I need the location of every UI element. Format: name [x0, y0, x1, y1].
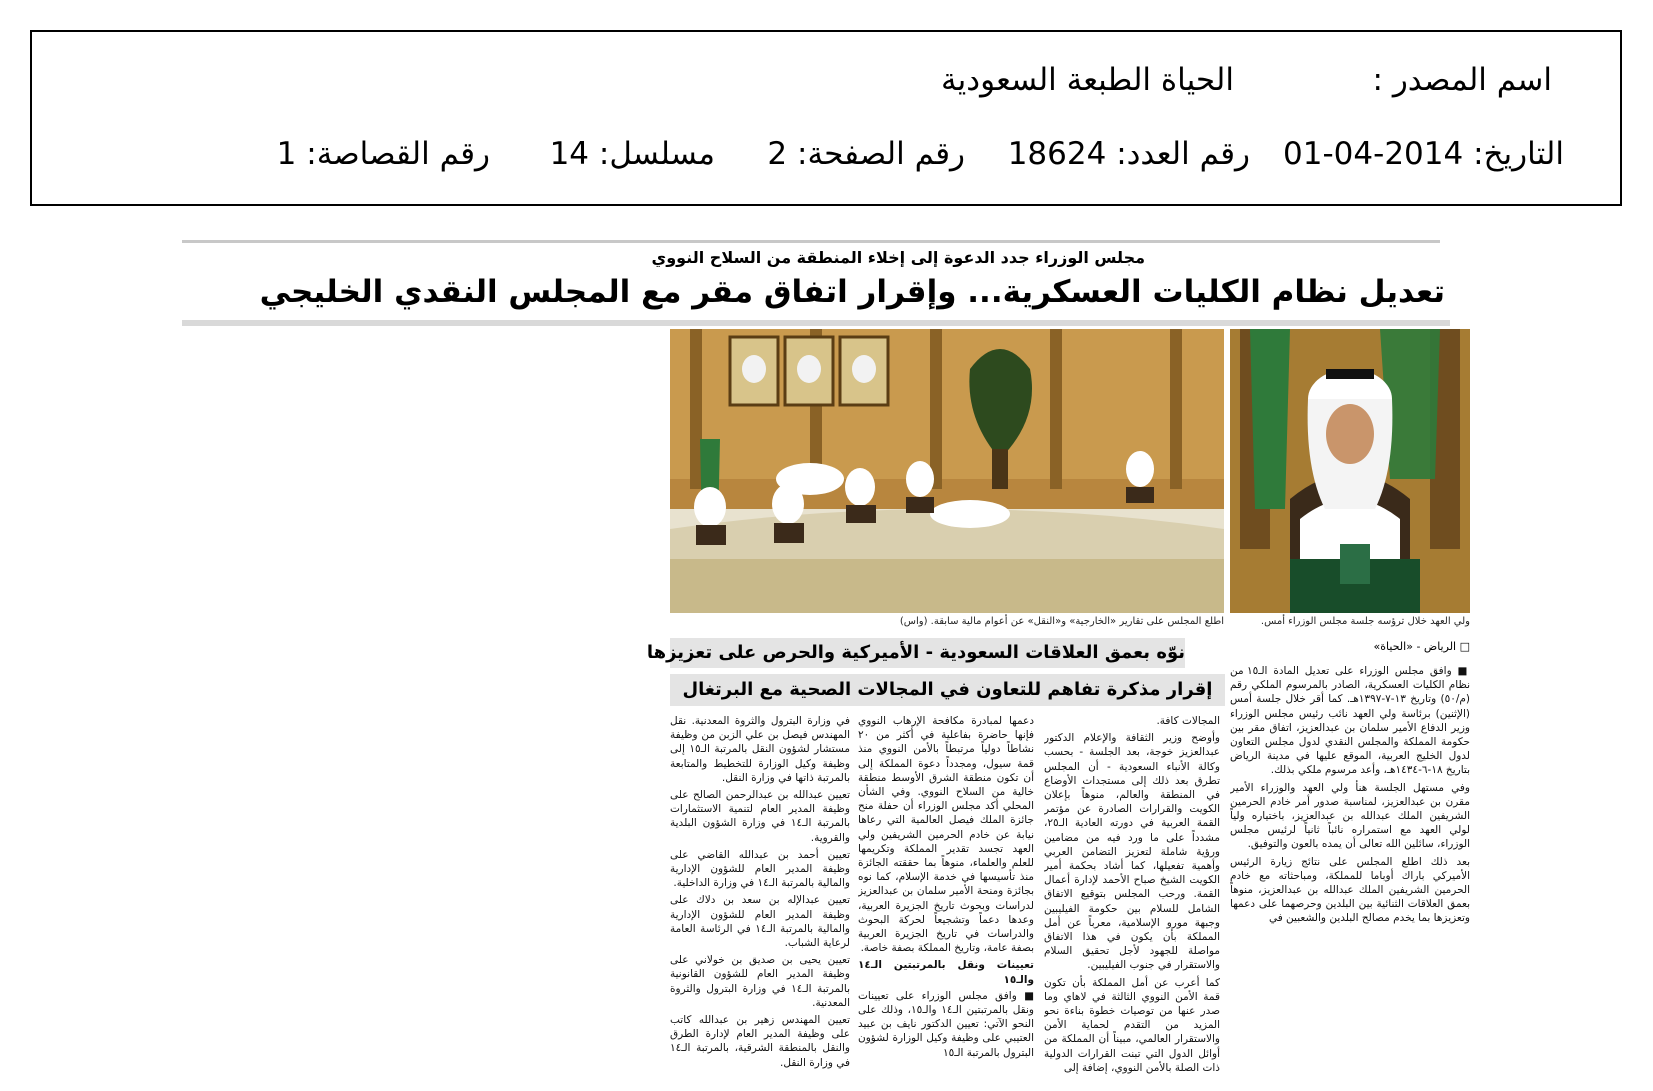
- paragraph: تعيين يحيى بن صديق بن خولاني على وظيفة المدير العام للشؤون القانونية بالمرتبة الـ١٤ في وزارة البترول والثروة المعدنية.: [670, 954, 850, 1009]
- paragraph: تعيين عبدالله بن عبدالرحمن الصالح على وظيفة المدير العام لتنمية الاستثمارات بالمرتبة الـ١٤ في وزارة الشؤون البلدية والقروية.: [670, 789, 850, 844]
- source-label: اسم المصدر :: [1372, 62, 1552, 98]
- article-column-1: [1230, 664, 1470, 1079]
- paragraph: ■ وافق مجلس الوزراء على تعيينات ونقل بالمرتبتين الـ١٤ والـ١٥، وذلك على النحو الآتي: تعيين الدكتور نايف بن عبيد العتيبي على وظيفة وكيل الوزارة لشؤون البترول بالمرتبة الـ١٥: [858, 989, 1034, 1059]
- paragraph: تعيين عبدالإله بن سعد بن دلاك على وظيفة المدير العام للشؤون الإدارية والمالية بالمرتبة الـ١٤ في الرئاسة العامة لرعاية الشباب.: [670, 894, 850, 950]
- crown-prince-caption: ولي العهد خلال ترؤسه جلسة مجلس الوزراء أمس.: [1260, 616, 1470, 627]
- paragraph: بعد ذلك اطلع المجلس على نتائج زيارة الرئيس الأميركي باراك أوباما للمملكة، ومباحثاته مع خادم الحرمين الشريفين الملك عبدالله بن عبدالعزيز، منوهاً بعمق العلاقات الثنائية بين البلدين وحرصهما على دعمها وتعزيزها بما يخدم مصالح البلدين والشعبين في: [1230, 855, 1470, 925]
- cabinet-session-illustration: [670, 329, 1224, 613]
- paragraph: وأوضح وزير الثقافة والإعلام الدكتور عبدالعزيز خوجة، بعد الجلسة - بحسب وكالة الأنباء السعودية - أن المجلس تطرق بعد ذلك إلى مستجدات الأوضاع في المنطقة والعالم، منوهاً بإعلان الكويت والقرارات الصادرة عن مؤتمر القمة العربية في دورته العادية الـ٢٥، مشدداً على ما ورد فيه من مضامين ورؤية شاملة لتعزيز التضامن العربي وأهمية تفعيلها، كما أشاد بحكمة أمير الكويت الشيخ صباح الأحمد لإدارة أعمال القمة. ورحب المجلس بتوقيع الاتفاق الشامل للسلام بين حكومة الفيليبين وجبهة مورو الإسلامية، معرباً عن أمل المملكة بأن يكون في هذا الاتفاق مواصلة للجهود لأجل تحقيق السلام والاستقرار في جنوب الفيليبين.: [1044, 732, 1220, 972]
- date-field: [1283, 132, 1564, 176]
- clip-label: رقم القصاصة:: [306, 136, 490, 172]
- serial-field: [550, 132, 715, 176]
- issue-label: رقم العدد:: [1116, 136, 1250, 172]
- source-metadata-box: [30, 30, 1622, 206]
- crown-prince-photo: [1230, 329, 1470, 613]
- paragraph: وفي مستهل الجلسة هنأ ولي العهد والوزراء الأمير مقرن بن عبدالعزيز، لمناسبة صدور أمر خادم الحرمين الشريفين الملك عبدالله بن عبدالعزيز، باختياره ولياً لولي العهد مع استمراره نائباً ثانياً لرئيس مجلس الوزراء، سائلين الله تعالى أن يمده بالعون والتوفيق.: [1230, 781, 1470, 851]
- subheadline-health-mou: إقرار مذكرة تفاهم للتعاون في المجالات الصحية مع البرتغال: [670, 674, 1225, 706]
- serial-label: مسلسل:: [598, 136, 715, 172]
- paragraph: دعمها لمبادرة مكافحة الإرهاب النووي فإنها حاضرة بفاعلية في أكثر من ٢٠ نشاطاً دولياً مرتبطاً بالأمن النووي منذ قمة سيول، ومجدداً دعوة المملكة إلى أن تكون منطقة الشرق الأوسط منطقة خالية من السلاح النووي. وفي الشأن المحلي أكد مجلس الوزراء أن حفلة منح جائزة الملك فيصل العالمية التي رعاها نيابة عن خادم الحرمين الشريفين ولي العهد تجسد تقدير المملكة وتكريمها للعلم والعلماء، منوهاً بما حققته الجائزة منذ تأسيسها في خدمة الإسلام، كما نوه بجائزة ومنحة الأمير سلمان بن عبدالعزيز لدراسات وبحوث تاريخ الجزيرة العربية، وعدها دعماً وتشجيعاً لحركة البحوث والدراسات في تاريخ الجزيرة العربية بصفة عامة، وتاريخ المملكة بصفة خاصة.: [858, 715, 1034, 955]
- details-row: [32, 132, 1620, 176]
- article-column-2: [1044, 714, 1220, 1079]
- paragraph: تعيين أحمد بن عبدالله القاضي على وظيفة المدير العام للشؤون الإدارية والمالية بالمرتبة الـ١٤ في وزارة الداخلية.: [670, 848, 850, 890]
- article-column-3: [858, 714, 1034, 1079]
- subheadline-relations: نوّه بعمق العلاقات السعودية - الأميركية والحرص على تعزيزها: [670, 638, 1185, 668]
- article-column-4: [670, 714, 850, 1079]
- article-headline: تعديل نظام الكليات العسكرية... وإقرار اتفاق مقر مع المجلس النقدي الخليجي: [259, 274, 1445, 310]
- cabinet-session-photo: [670, 329, 1224, 613]
- date-label: التاريخ:: [1473, 136, 1564, 172]
- serial-value: 14: [549, 136, 590, 172]
- paragraph: المجالات كافة.: [1156, 715, 1220, 727]
- headline-underbar: [182, 320, 1450, 326]
- clip-field: [277, 132, 490, 176]
- paragraph: في وزارة البترول والثروة المعدنية. نقل المهندس فيصل بن علي الزبن من وظيفة مستشار لشؤون النقل بالمرتبة الـ١٥ إلى وظيفة وكيل الوزارة للتخطيط والمتابعة بالمرتبة ذاتها في وزارة النقل.: [670, 715, 850, 784]
- paragraph: تعيين المهندس زهير بن عبدالله كاتب على وظيفة المدير العام لإدارة الطرق والنقل بالمنطقة الشرقية، بالمرتبة الـ١٤ في وزارة النقل.: [670, 1014, 850, 1069]
- issue-value: 18624: [1007, 136, 1107, 172]
- issue-field: [1008, 132, 1250, 176]
- page-field: [767, 132, 965, 176]
- page-value: 2: [767, 136, 788, 172]
- article-dateline: □ الرياض - «الحياة»: [1373, 640, 1470, 653]
- article-kicker: مجلس الوزراء جدد الدعوة إلى إخلاء المنطقة من السلاح النووي: [651, 248, 1145, 267]
- clip-value: 1: [276, 136, 297, 172]
- paragraph: كما أعرب عن أمل المملكة بأن تكون قمة الأمن النووي الثالثة في لاهاي وما صدر عنها من توصيات خطوة بناءة نحو المزيد من التقدم لحماية الأمن والاستقرار العالمي، مبيناً أن المملكة من أوائل الدول التي تبنت القرارات الدولية ذات الصلة بالأمن النووي، إضافة إلى: [1044, 976, 1220, 1074]
- page-label: رقم الصفحة:: [797, 136, 965, 172]
- source-row: [32, 58, 1620, 102]
- newspaper-clipping: [182, 236, 1470, 1084]
- appointments-subheading: تعيينات ونقل بالمرتبتين الـ١٤ والـ١٥: [858, 959, 1034, 986]
- cabinet-session-caption: اطلع المجلس على تقارير «الخارجية» و«النقل» عن أعوام مالية سابقة. (واس): [899, 616, 1224, 627]
- paragraph: ■ وافق مجلس الوزراء على تعديل المادة الـ١٥ من نظام الكليات العسكرية، الصادر بالمرسوم الملكي رقم (م/٥٠) وتاريخ ١٣-٧-١٣٩٧هـ. كما أقر خلال جلسة أمس (الإثنين) برئاسة ولي العهد نائب رئيس مجلس الوزراء وزير الدفاع الأمير سلمان بن عبدالعزيز، اتفاق مقر بين حكومة المملكة والمجلس النقدي لدول مجلس التعاون لدول الخليج العربية، الموقع عليها في مدينة الرياض بتاريخ ١٨-٦-١٤٣٤هـ، وأعد مرسوم ملكي بذلك.: [1230, 665, 1470, 777]
- source-name: الحياة الطبعة السعودية: [941, 62, 1234, 98]
- date-value: 2014-04-01: [1283, 136, 1464, 172]
- crown-prince-illustration: [1230, 329, 1470, 613]
- top-rule: [182, 240, 1440, 243]
